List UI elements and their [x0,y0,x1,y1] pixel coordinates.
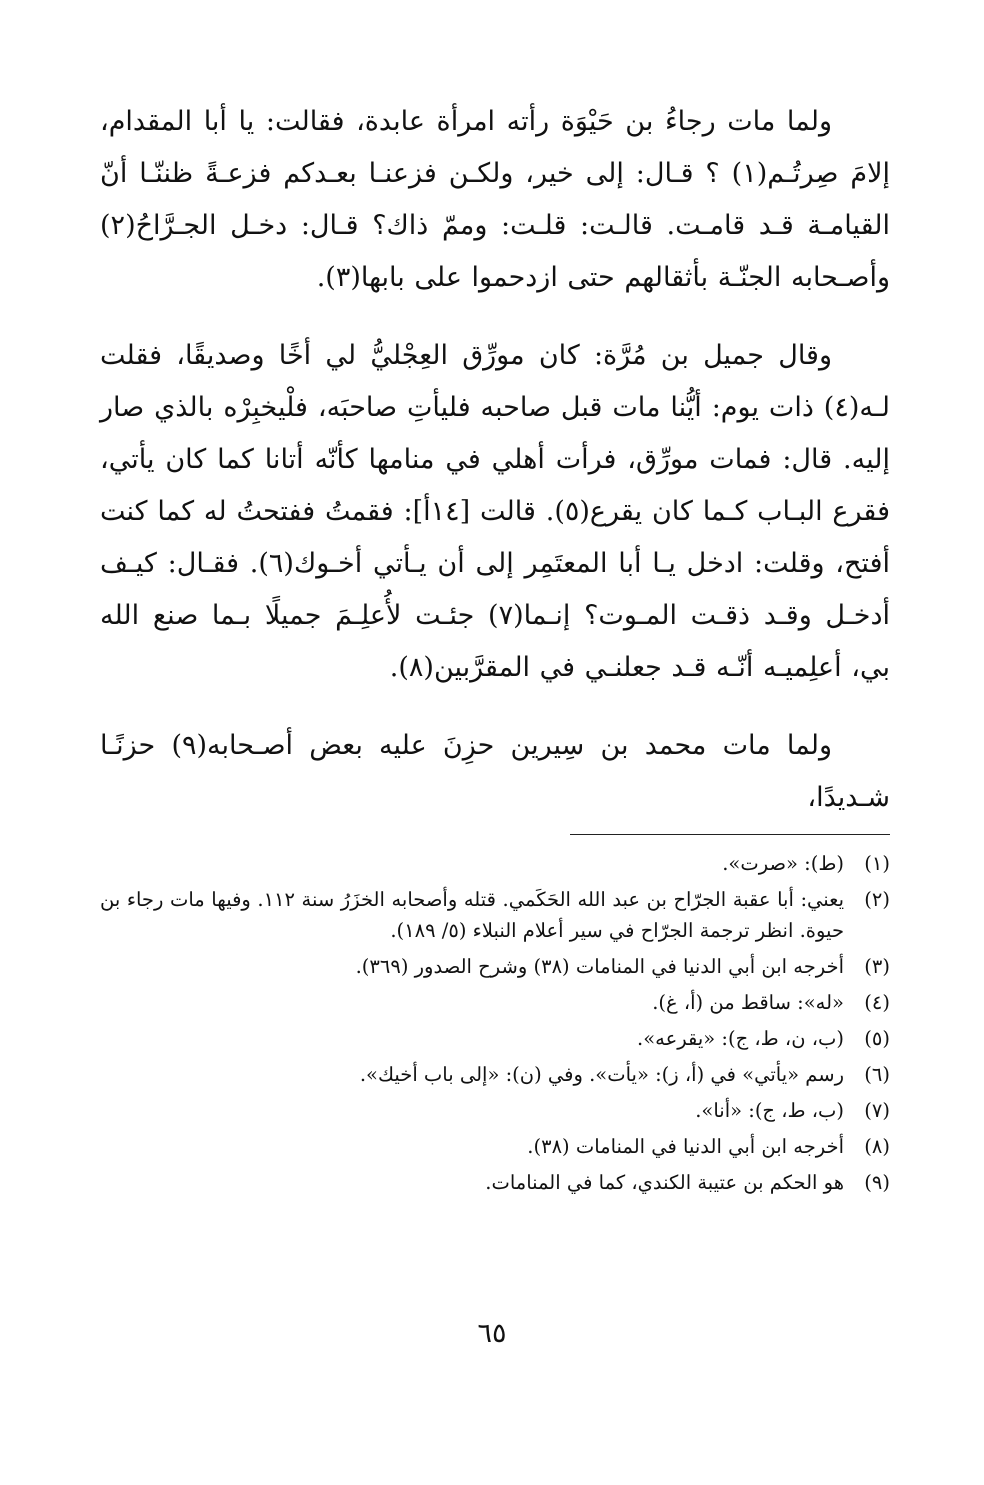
footnote-text: أخرجه ابن أبي الدنيا في المنامات (٣٨) وشرح الصدور (٣٦٩). [355,955,844,978]
footnote-8 [100,1131,890,1162]
footnote-number: (٨) [864,1135,890,1158]
footnote-text: أخرجه ابن أبي الدنيا في المنامات (٣٨). [527,1135,844,1158]
footnote-text: (ب، ن، ط، ج): «يقرعه». [637,1027,844,1050]
footnote-number: (٤) [864,991,890,1014]
footnote-number: (٧) [864,1099,890,1122]
page-number: ٦٥ [477,1318,507,1349]
footnote-number: (٣) [864,955,890,978]
footnote-5 [100,1023,890,1054]
footnote-4 [100,987,890,1018]
footnote-3 [100,951,890,982]
footnote-text: (ب، ط، ج): «أنا». [695,1099,844,1122]
footnote-number: (٥) [864,1027,890,1050]
footnote-7 [100,1095,890,1126]
footnote-number: (٦) [864,1063,890,1086]
footnote-2 [100,884,890,946]
footnote-number: (١) [864,852,890,875]
paragraph-3: ولما مات محمد بن سِيرين حزِنَ عليه بعض أصـحابه(٩) حزنًـا شـديدًا، [100,730,890,813]
footnote-9 [100,1167,890,1198]
paragraph-2: وقال جميل بن مُرَّة: كان مورِّق العِجْليُّ لي أخًا وصديقًا، فقلت لـه(٤) ذات يوم: أيُّنا مات قبل صاحبه فليأتِ صاحبَه، فلْيخبِرْه بالذي صار إليه. قال: فمات مورِّق، فرأت أهلي في منامها كأنّه أتانا كما كان يأتي، فقرع البـاب كـما كان يقرع(٥). قالت [١٤أ]: فقمتُ ففتحتُ له كما كنت أفتح، وقلت: ادخل يـا أبا المعتَمِر إلى أن يـأتي أخـوك(٦). فقـال: كيـف أدخـل وقـد ذقـت المـوت؟ إنـما(٧) جئـت لأُعلِـمَ جميلًا بـما صنع الله بي، أعلِميـه أنّـه قـد جعلنـي في المقرَّبين(٨). [100,340,890,683]
main-text [100,96,890,824]
footnote-text: (ط): «صرت». [722,852,844,875]
footnote-text: يعني: أبا عقبة الجرّاح بن عبد الله الحَكَمي. قتله وأصحابه الخزَرُ سنة ١١٢. وفيها مات رجاء بن حيوة. انظر ترجمة الجرّاح في سير أعلام النبلاء (٥/ ١٨٩). [100,888,844,942]
footnotes [100,848,890,1203]
footnote-separator [570,834,890,835]
footnote-text: «له»: ساقط من (أ، غ). [652,991,844,1014]
footnote-6 [100,1059,890,1090]
footnote-1 [100,848,890,879]
footnote-number: (٩) [864,1171,890,1194]
footnote-text: رسم «يأتي» في (أ، ز): «يأت». وفي (ن): «إلى باب أخيك». [359,1063,844,1086]
footnote-text: هو الحكم بن عتيبة الكندي، كما في المنامات. [485,1171,844,1194]
footnote-number: (٢) [864,888,890,911]
paragraph-1: ولما مات رجاءُ بن حَيْوَة رأته امرأة عابدة، فقالت: يا أبا المقدام، إلامَ صِرتُـم(١) ؟ قـال: إلى خير، ولكـن فزعنـا بعـدكم فزعـةً ظننّـا أنّ القيامـة قـد قامـت. قالـت: قلـت: وممّ ذاك؟ قـال: دخـل الجـرَّاحُ(٢) وأصـحابه الجنّـة بأثقالهم حتى ازدحموا على بابها(٣). [100,106,890,293]
